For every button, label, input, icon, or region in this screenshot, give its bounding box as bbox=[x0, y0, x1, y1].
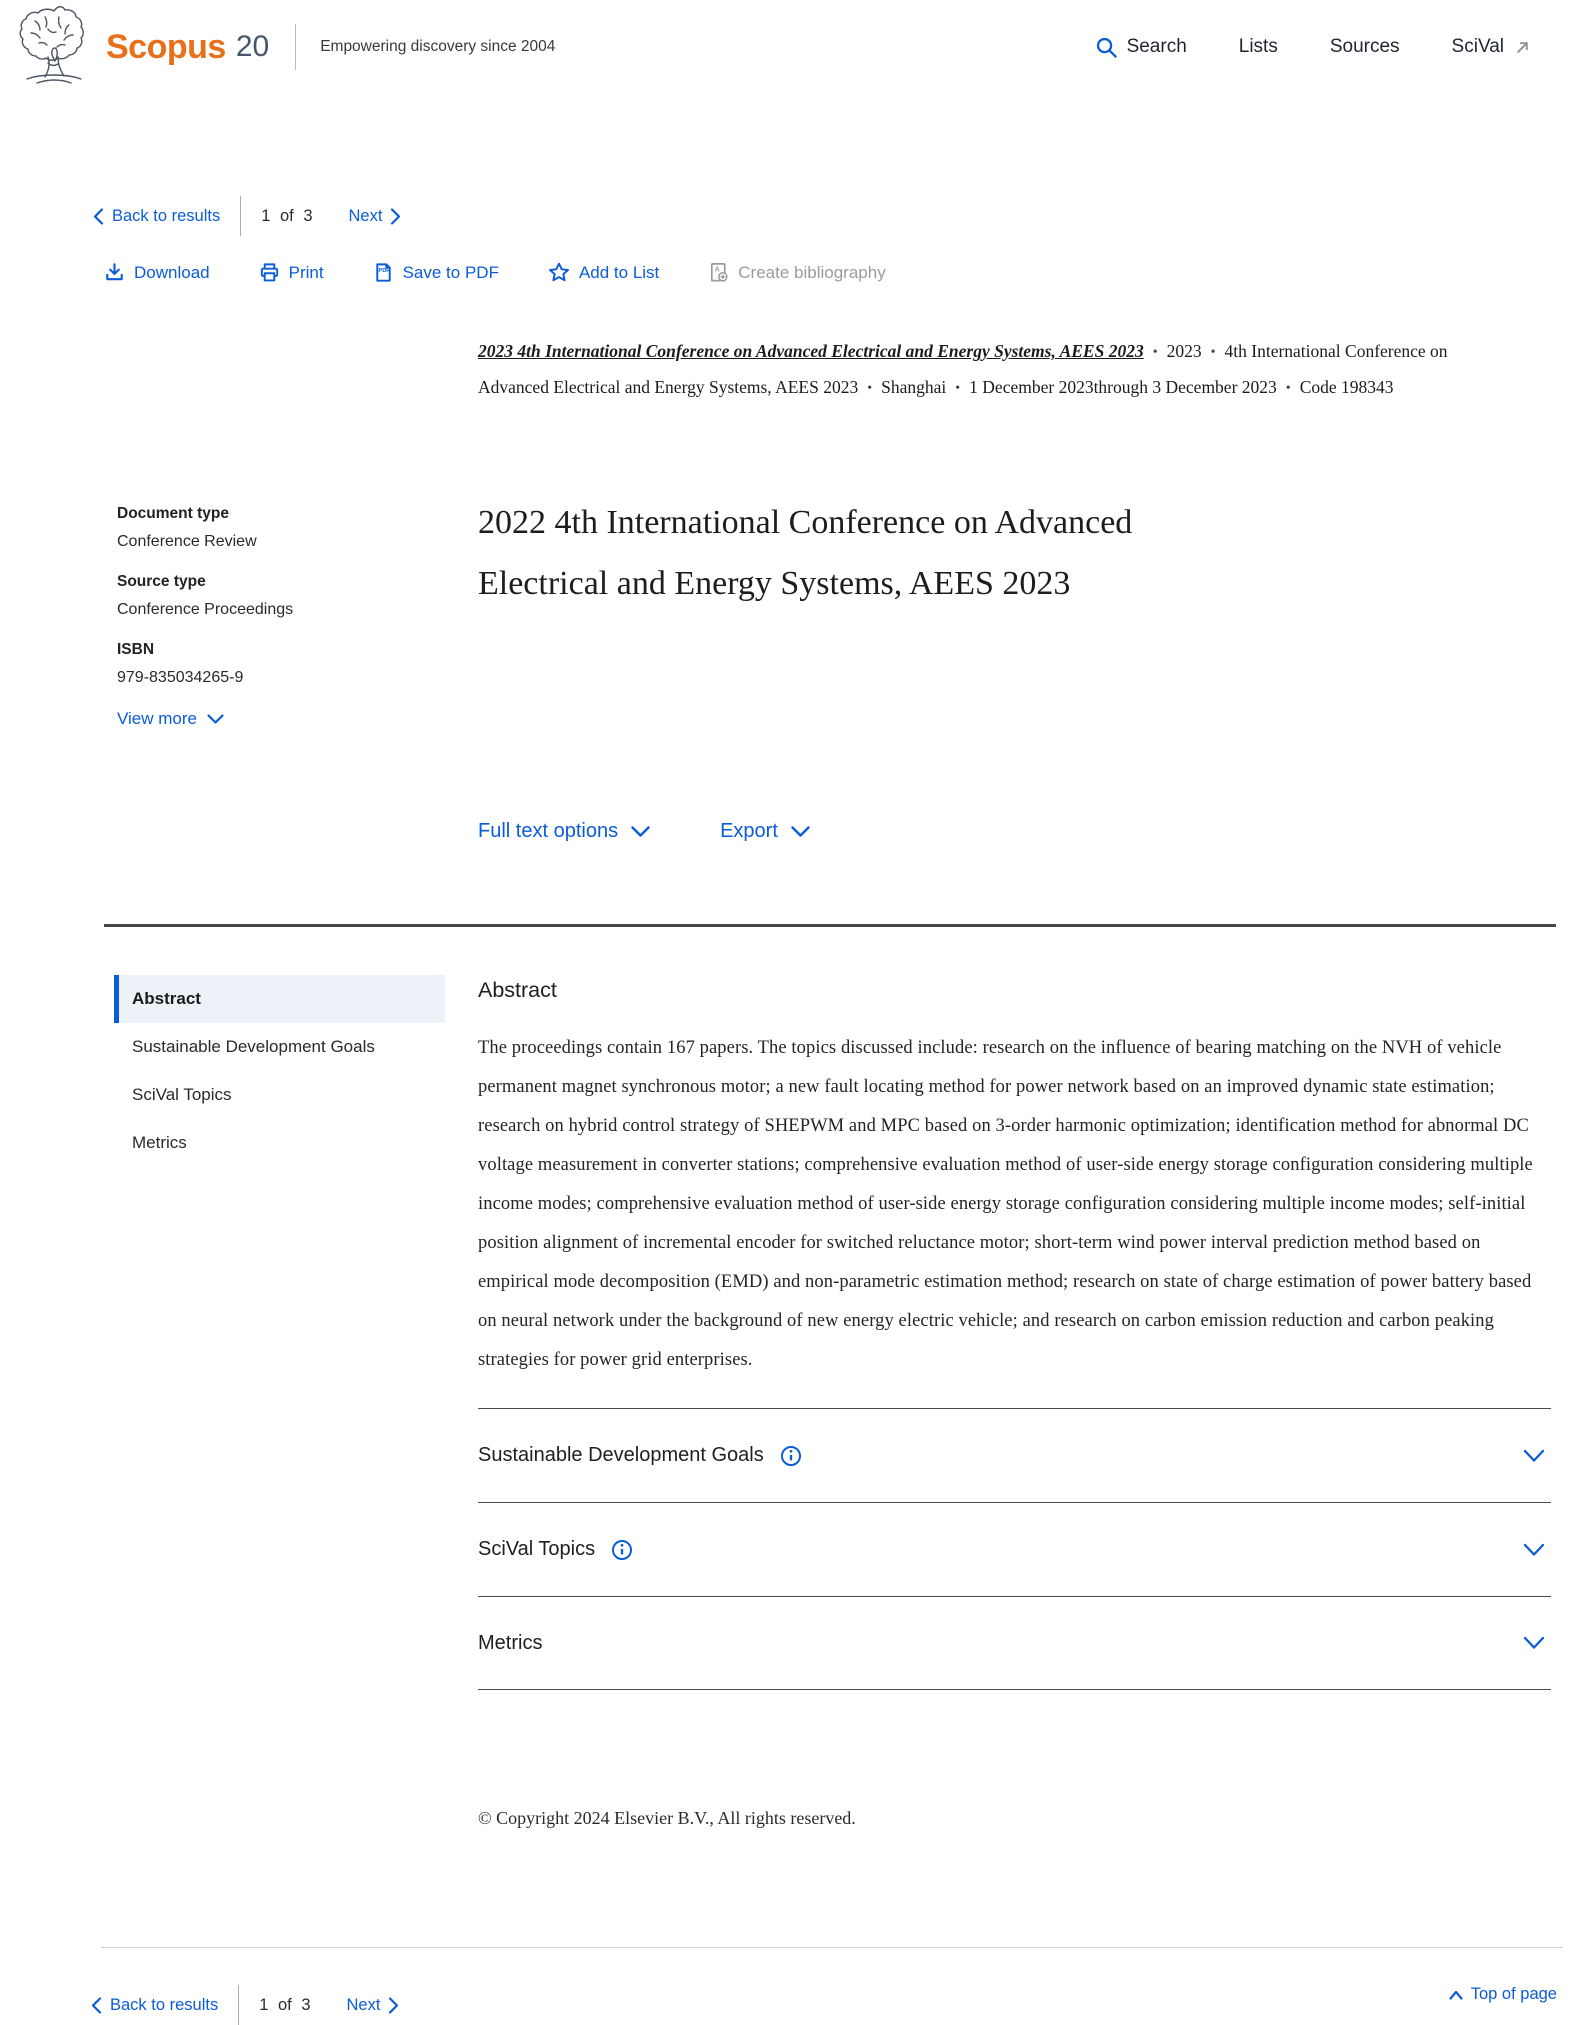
chevron-left-icon bbox=[91, 1997, 102, 2014]
star-icon bbox=[547, 261, 571, 284]
side-nav-scival-label: SciVal Topics bbox=[132, 1085, 232, 1104]
add-to-list-button[interactable] bbox=[547, 261, 659, 284]
abstract-text: The proceedings contain 167 papers. The topics discussed include: research on the influence of bearing matching on the NVH of vehicle permanent magnet synchronous motor; a new fault locating method for power network based on an improved dynamic state estimation; research on hybrid control strategy of SHEPWM and MPC based on 3-order harmonic optimization; identification method for abnormal DC voltage measurement in converter stations; comprehensive evaluation method of user-side energy storage configuration considering multiple income modes; comprehensive evaluation method of user-side energy storage configuration considering multiple income modes; self-initial position alignment of incremental encoder for switched reluctance motor; short-term wind power interval prediction method based on empirical mode decomposition (EMD) and non-parametric estimation method; research on state of charge estimation of power battery based on neural network under the background of new energy electric vehicle; and research on carbon emission reduction and carbon peaking strategies for power grid enterprises. bbox=[478, 1038, 1533, 1370]
collapsible-sections bbox=[478, 1408, 1551, 1690]
brand-tagline: Empowering discovery since 2004 bbox=[320, 38, 556, 55]
source-dates: 1 December 2023through 3 December 2023 bbox=[969, 377, 1277, 397]
pagination-divider bbox=[238, 1985, 239, 2025]
footer-row bbox=[0, 1948, 1585, 2025]
dot-separator: • bbox=[1210, 345, 1216, 360]
export-dropdown[interactable] bbox=[720, 820, 810, 843]
chevron-down-icon bbox=[631, 826, 650, 838]
nav-scival-label: SciVal bbox=[1451, 36, 1504, 57]
side-nav-sustainable-development-goals[interactable] bbox=[114, 1023, 445, 1071]
create-bibliography-button[interactable] bbox=[707, 261, 885, 284]
result-position: 1 of 3 bbox=[261, 206, 313, 225]
source-type-value: Conference Proceedings bbox=[117, 601, 294, 618]
section-metrics[interactable] bbox=[478, 1596, 1551, 1690]
svg-text:PDF: PDF bbox=[378, 268, 390, 275]
copyright-notice: © Copyright 2024 Elsevier B.V., All rights reserved. bbox=[478, 1808, 856, 1828]
isbn-value: 979-835034265-9 bbox=[117, 669, 244, 686]
footer-back-label: Back to results bbox=[110, 1995, 219, 2014]
download-button[interactable] bbox=[103, 261, 210, 284]
side-nav-metrics-label: Metrics bbox=[132, 1133, 187, 1152]
source-type-label: Source type bbox=[117, 573, 206, 590]
chevron-down-icon[interactable] bbox=[1523, 1543, 1545, 1557]
nav-lists-label: Lists bbox=[1238, 36, 1278, 57]
view-more-label: View more bbox=[117, 709, 197, 728]
side-nav-abstract-label: Abstract bbox=[132, 989, 201, 1008]
brand bbox=[14, 6, 555, 88]
section-metrics-label: Metrics bbox=[478, 1631, 543, 1654]
next-result-label: Next bbox=[348, 206, 383, 225]
footer-back-to-results-link[interactable] bbox=[91, 1996, 218, 2015]
create-bibliography-label: Create bibliography bbox=[738, 262, 886, 282]
back-to-results-label: Back to results bbox=[112, 206, 221, 225]
save-to-pdf-button[interactable] bbox=[372, 261, 499, 284]
export-label: Export bbox=[720, 820, 778, 842]
document-toolbar bbox=[478, 820, 810, 843]
nav-lists[interactable] bbox=[1239, 36, 1278, 58]
chevron-right-icon bbox=[388, 1997, 399, 2014]
nav-sources-label: Sources bbox=[1329, 36, 1400, 57]
source-code: Code 198343 bbox=[1299, 377, 1394, 397]
results-pagination bbox=[93, 196, 401, 236]
source-title-link[interactable]: 2023 4th International Conference on Advanced Electrical and Energy Systems, AEES 2023 bbox=[478, 341, 1144, 361]
chevron-down-icon bbox=[791, 826, 810, 838]
info-icon[interactable] bbox=[611, 1539, 633, 1561]
full-text-options-label: Full text options bbox=[478, 820, 619, 842]
dot-separator: • bbox=[955, 381, 961, 396]
nav-search[interactable] bbox=[1095, 36, 1187, 59]
section-scival-topics[interactable] bbox=[478, 1502, 1551, 1596]
dot-separator: • bbox=[1285, 381, 1291, 396]
pagination-divider bbox=[240, 196, 241, 236]
brand-name: Scopus bbox=[106, 27, 226, 66]
source-year: 2023 bbox=[1166, 341, 1202, 361]
main-content bbox=[478, 978, 1551, 1829]
search-icon bbox=[1095, 36, 1118, 59]
section-scival-label: SciVal Topics bbox=[478, 1538, 596, 1560]
chevron-up-icon bbox=[1449, 1990, 1463, 2000]
chevron-down-icon bbox=[207, 714, 224, 725]
print-icon bbox=[258, 261, 281, 284]
top-nav bbox=[1095, 36, 1530, 59]
source-breadcrumb bbox=[478, 334, 1478, 406]
add-to-list-label: Add to List bbox=[578, 262, 660, 282]
footer-pagination bbox=[91, 1985, 399, 2025]
download-label: Download bbox=[134, 262, 210, 282]
full-text-options-dropdown[interactable] bbox=[478, 820, 650, 843]
view-more-link[interactable] bbox=[117, 709, 447, 729]
source-conference-name: 4th International Conference on Advanced Electrical and Energy Systems, AEES 2023 bbox=[478, 341, 1448, 397]
document-type-label: Document type bbox=[117, 505, 229, 522]
svg-text:A: A bbox=[714, 265, 721, 274]
print-button[interactable] bbox=[258, 261, 324, 284]
content-divider bbox=[104, 924, 1556, 927]
footer-next-result-link[interactable] bbox=[347, 1996, 400, 2015]
header bbox=[0, 0, 1585, 94]
section-sustainable-development-goals[interactable] bbox=[478, 1408, 1551, 1502]
next-result-link[interactable] bbox=[349, 207, 402, 226]
nav-scival[interactable] bbox=[1452, 36, 1530, 58]
chevron-left-icon bbox=[93, 208, 104, 225]
top-of-page-link[interactable] bbox=[1449, 1985, 1557, 2004]
page-footer bbox=[0, 1947, 1585, 2025]
side-nav-sdg-label: Sustainable Development Goals bbox=[132, 1037, 375, 1056]
source-location: Shanghai bbox=[881, 377, 947, 397]
section-side-nav bbox=[114, 975, 445, 1167]
nav-search-label: Search bbox=[1126, 36, 1187, 57]
external-link-icon bbox=[1515, 40, 1530, 55]
back-to-results-link[interactable] bbox=[93, 207, 220, 226]
brand-divider bbox=[295, 24, 296, 70]
brand-anniversary-badge: 20 bbox=[235, 30, 270, 63]
chevron-right-icon bbox=[390, 208, 401, 225]
nav-sources[interactable] bbox=[1330, 36, 1400, 58]
chevron-down-icon[interactable] bbox=[1523, 1449, 1545, 1463]
footer-result-position: 1 of 3 bbox=[259, 1995, 311, 2014]
bibliography-icon bbox=[707, 261, 730, 284]
save-to-pdf-label: Save to PDF bbox=[402, 262, 499, 282]
side-nav-abstract[interactable] bbox=[114, 975, 445, 1023]
section-sdg-label: Sustainable Development Goals bbox=[478, 1444, 764, 1466]
info-icon[interactable] bbox=[780, 1445, 802, 1467]
elsevier-tree-logo bbox=[14, 6, 94, 88]
isbn-label: ISBN bbox=[117, 641, 155, 658]
document-type-value: Conference Review bbox=[117, 533, 257, 550]
top-of-page-label: Top of page bbox=[1470, 1985, 1557, 2003]
print-label: Print bbox=[288, 262, 324, 282]
dot-separator: • bbox=[1152, 345, 1158, 360]
pdf-file-icon bbox=[372, 261, 395, 284]
chevron-down-icon[interactable] bbox=[1523, 1636, 1545, 1650]
abstract-heading: Abstract bbox=[478, 978, 557, 1002]
dot-separator: • bbox=[867, 381, 873, 396]
download-icon bbox=[103, 261, 126, 284]
side-nav-metrics[interactable] bbox=[114, 1119, 445, 1167]
document-details-panel bbox=[117, 505, 447, 729]
footer-next-label: Next bbox=[346, 1995, 381, 2014]
page-title: 2022 4th International Conference on Advanced Electrical and Energy Systems, AEES 2023 bbox=[478, 504, 1133, 602]
side-nav-scival-topics[interactable] bbox=[114, 1071, 445, 1119]
document-actions bbox=[103, 261, 886, 284]
